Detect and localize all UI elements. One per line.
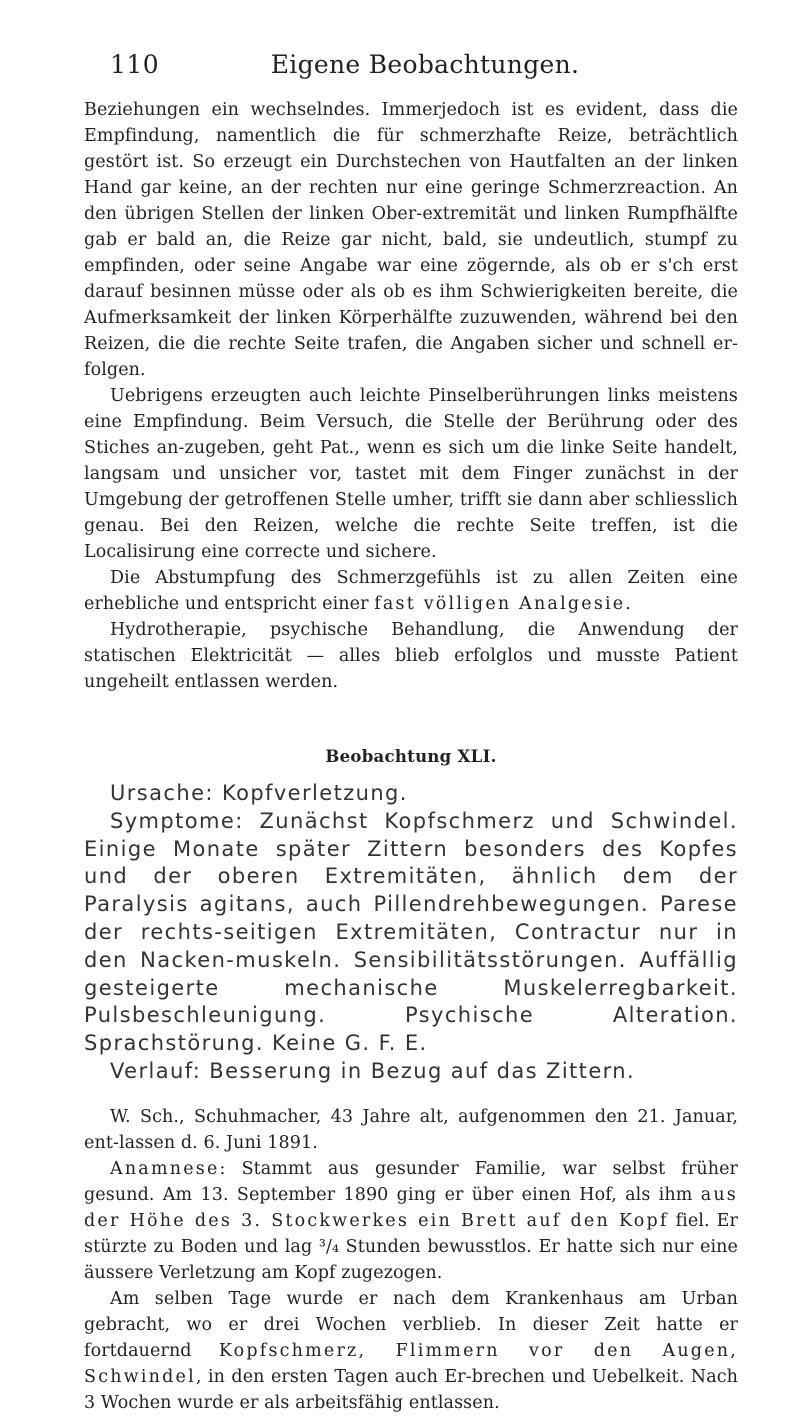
paragraph-analgesia <box>84 565 738 617</box>
paragraph-brush-touch: Uebrigens erzeugten auch leichte Pinselberührungen links meistens eine Empfindung. Beim Versuch, die Stelle der Berührung oder des Stiches an-zugeben, geht Pat., wenn es sich um die linke Seite handelt, langsam und unsicher vor, tastet mit dem Finger zunächst in der Umgebung der getroffenen Stelle umher, trifft sie dann aber schliesslich genau. Bei den Reizen, welche die rechte Seite treffen, ist die Localisirung eine correcte und sichere. <box>84 386 738 562</box>
analgesia-emphasis: fast völligen Analgesie <box>374 594 626 614</box>
anamnese-emphasis: aus der Höhe des 3. Stockwerkes ein Brett auf den Kopf <box>84 1184 738 1231</box>
case-intro: W. Sch., Schuhmacher, 43 Jahre alt, aufgenommen den 21. Januar, ent-lassen d. 6. Juni 1891. <box>84 1106 738 1153</box>
analgesia-end: . <box>625 594 632 614</box>
case-hospital <box>84 1286 738 1416</box>
anamnese-label: Anamnese <box>110 1158 220 1179</box>
hospital-text-a: Am selben Tage wurde er nach dem Krankenhaus am Urban gebracht, wo er drei Wochen verblieb. In dieser Zeit hatte er fortdauernd <box>84 1288 738 1361</box>
paragraph-sensibility: Beziehungen ein wechselndes. Immerjedoch ist es evident, dass die Empfindung, namentlich die für schmerzhafte Reize, beträchtlich gestört ist. So erzeugt ein Durchstechen von Hautfalten an der linken Hand gar keine, an der rechten nur eine geringe Schmerzreaction. An den übrigen Stellen der linken Ober-extremität und linken Rumpfhälfte gab er bald an, die Reize gar nicht, bald, sie undeutlich, stumpf zu empfinden, oder seine Angabe war eine zögernde, als ob er s'ch erst darauf besinnen müsse oder als ob es ihm Schwierigkeiten bereite, die Aufmerksamkeit der linken Körperhälfte zuzuwenden, während bei den Reizen, die die rechte Seite trafen, die Angaben sicher und schnell er-folgen. <box>84 100 738 380</box>
anamnese-text-a: : Stammt aus gesunder Familie, war selbst früher gesund. Am 13. September 1890 ging er über einen Hof, als ihm <box>84 1158 738 1205</box>
analgesia-text: Die Abstumpfung des Schmerzgefühls ist zu allen Zeiten eine erhebliche und entspricht einer <box>84 568 738 614</box>
summary-course: Verlauf: Besserung in Bezug auf das Zittern. <box>110 1058 636 1083</box>
page-number: 110 <box>110 50 160 79</box>
page-body <box>84 97 738 1416</box>
running-title: Eigene Beobachtungen. <box>270 50 580 79</box>
observation-heading: Beobachtung XLI. <box>325 747 497 766</box>
summary-cause: Ursache: Kopfverletzung. <box>110 781 408 805</box>
hospital-text-b: , in den ersten Tagen auch Er-brechen und Uebelkeit. Nach 3 Wochen wurde er als arbeitsfähig entlassen. <box>84 1366 738 1413</box>
paragraph-therapy: Hydrotherapie, psychische Behandlung, die Anwendung der statischen Elektricität — alles blieb erfolglos und musste Patient ungeheilt entlassen werden. <box>84 620 738 692</box>
summary-symptoms: Symptome: Zunächst Kopfschmerz und Schwindel. Einige Monate später Zittern besonders des Kopfes und der oberen Extremitäten, ähnlich dem der Paralysis agitans, auch Pillendrehbewegungen. Parese der rechts-seitigen Extremitäten, Contractur nur in den Nacken-muskeln. Sensibilitätsstörungen. Auffällig gesteigerte mechanische Muskelerregbarkeit. Pulsbeschleunigung. Psychische Alteration. Sprachstörung. Keine G. F. E. <box>84 808 738 1056</box>
anamnese-text-b: fiel. Er stürzte zu Boden und lag ³/₄ Stunden bewusstlos. Er hatte sich nur eine äussere Verletzung am Kopf zugezogen. <box>84 1210 738 1283</box>
page-header <box>84 50 738 90</box>
hospital-emphasis: Kopfschmerz, Flimmern vor den Augen, Schwindel <box>84 1340 739 1387</box>
case-report <box>84 1104 738 1416</box>
case-anamnese <box>84 1156 738 1286</box>
